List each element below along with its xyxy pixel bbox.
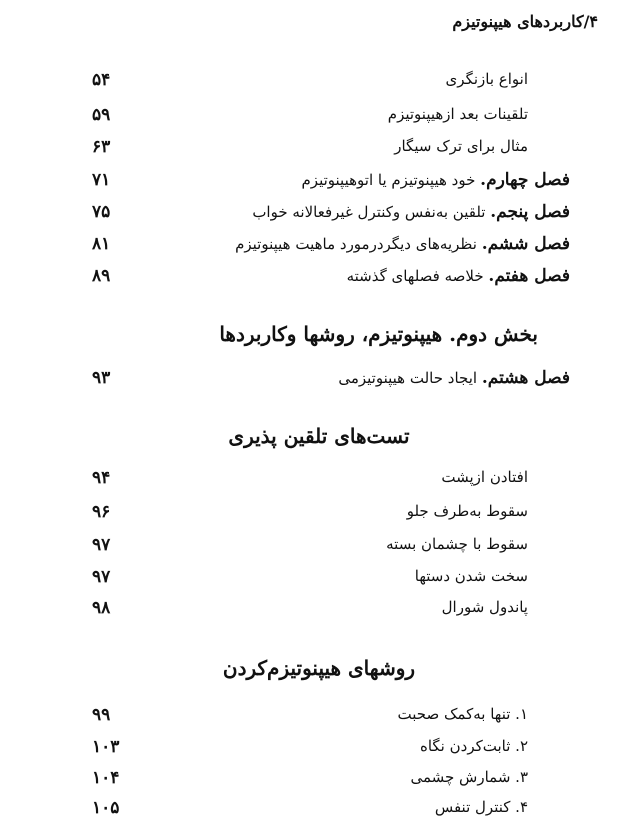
part-heading: بخش دوم. هیپنوتیزم، روشها وکاربردها — [219, 322, 538, 346]
entry-title: پاندول شورال — [441, 598, 528, 616]
chapter-line — [347, 266, 570, 286]
page-number: ۹۳ — [92, 368, 111, 388]
chapter-label: فصل هفتم. — [488, 266, 570, 286]
chapter-title: تلقین به‌نفس وکنترل غیرفعالانه خواب — [252, 203, 486, 221]
page-number: ۸۱ — [92, 234, 111, 254]
toc-entry — [0, 502, 638, 528]
toc-entry — [0, 567, 638, 593]
entry-title: سخت شدن دستها — [414, 567, 528, 585]
toc-entry — [0, 737, 638, 763]
chapter-label: فصل ششم. — [481, 234, 570, 254]
chapter-line — [302, 170, 570, 190]
chapter-line — [252, 202, 570, 222]
page-number: ۷۵ — [92, 202, 111, 222]
chapter-title: خود هیپنوتیزم یا اتوهیپنوتیزم — [301, 171, 476, 189]
toc-entry — [0, 705, 638, 731]
page-number: ۷۱ — [92, 170, 111, 190]
running-head: ۴/کاربردهای هیپنوتیزم — [452, 12, 598, 31]
toc-entry — [0, 768, 638, 794]
toc-entry — [0, 137, 638, 163]
entry-title: انواع بازنگری — [445, 70, 528, 88]
chapter-label: فصل پنجم. — [490, 202, 570, 222]
entry-title: سقوط با چشمان بسته — [386, 535, 528, 553]
page-number: ۹۹ — [92, 705, 111, 725]
page-number: ۱۰۵ — [92, 798, 120, 818]
chapter-entry — [0, 202, 638, 228]
chapter-entry — [0, 266, 638, 292]
section-heading: روشهای هیپنوتیزم‌کردن — [222, 656, 416, 680]
entry-title: ۴. کنترل تنفس — [434, 798, 528, 816]
page-number: ۵۹ — [92, 105, 111, 125]
chapter-label: فصل چهارم. — [480, 170, 570, 190]
toc-entry — [0, 535, 638, 561]
entry-title: مثال برای ترک سیگار — [394, 137, 528, 155]
page-number: ۱۰۴ — [92, 768, 120, 788]
toc-entry — [0, 105, 638, 131]
entry-title: ۳. شمارش چشمی — [410, 768, 528, 786]
entry-title: افتادن ازپشت — [441, 468, 528, 486]
chapter-title: نظریه‌های دیگردرمورد ماهیت هیپنوتیزم — [235, 235, 477, 253]
chapter-title: ایجاد حالت هیپنوتیزمی — [338, 369, 478, 387]
entry-title: ۱. تنها به‌کمک صحبت — [397, 705, 528, 723]
page-number: ۱۰۳ — [92, 737, 120, 757]
chapter-entry — [0, 170, 638, 196]
toc-entry — [0, 70, 638, 96]
chapter-entry — [0, 234, 638, 260]
page-number: ۹۷ — [92, 535, 111, 555]
entry-title: تلقینات بعد ازهیپنوتیزم — [387, 105, 528, 123]
toc-entry — [0, 598, 638, 624]
toc-entry — [0, 468, 638, 494]
chapter-line — [235, 234, 570, 254]
entry-title: ۲. ثابت‌کردن نگاه — [419, 737, 528, 755]
page-number: ۹۶ — [92, 502, 111, 522]
chapter-label: فصل هشتم. — [481, 368, 570, 388]
page-number: ۹۸ — [92, 598, 111, 618]
page-number: ۶۳ — [92, 137, 111, 157]
page-number: ۹۷ — [92, 567, 111, 587]
chapter-title: خلاصه فصلهای گذشته — [346, 267, 484, 285]
page-number: ۵۴ — [92, 70, 111, 90]
page-number: ۸۹ — [92, 266, 111, 286]
chapter-entry — [0, 368, 638, 394]
section-heading: تست‌های تلقین پذیری — [228, 424, 410, 448]
chapter-line — [338, 368, 570, 388]
toc-entry — [0, 798, 638, 824]
entry-title: سقوط به‌طرف جلو — [406, 502, 528, 520]
page-number: ۹۴ — [92, 468, 111, 488]
